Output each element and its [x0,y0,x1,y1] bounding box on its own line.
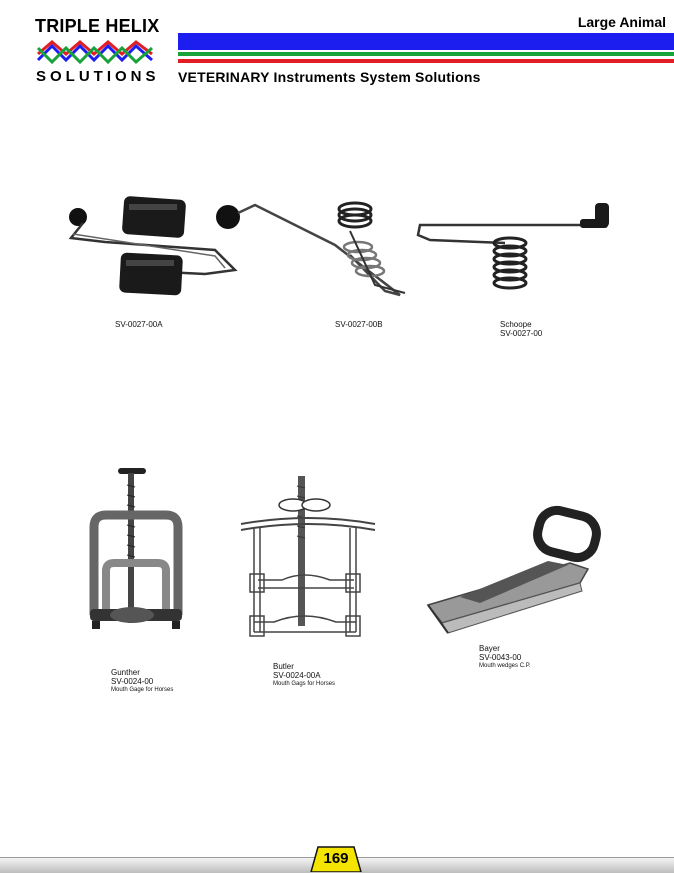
double-frame-gag-icon [238,472,380,642]
product-description: Mouth Gags for Horses [273,681,336,687]
product-code: SV-0043-00 [479,653,522,662]
product-name: Schoope [500,320,532,329]
product-description: Mouth wedges C.P. [479,663,531,669]
category-label: Large Animal [577,14,666,30]
page-subtitle: VETERINARY Instruments System Solutions [178,69,481,85]
product-name: Bayer [479,644,500,653]
header-stripe-green [178,52,674,56]
product-name: Butler [273,662,294,671]
wedge-gag-icon [420,505,610,645]
product-name: Gunther [111,668,140,677]
coil-wire-gag-icon [410,195,640,300]
product-code: SV-0027-00 [500,329,543,338]
product-description: Mouth Gage for Horses [111,687,174,693]
logo-title: TRIPLE HELIX [35,16,160,36]
product-code: SV-0027-00B [335,320,383,329]
page-number: 169 [323,850,349,867]
header-stripe-blue [178,33,674,50]
product-code: SV-0027-00A [115,320,163,329]
spring-wire-gag-icon [210,195,410,300]
header-stripe-red [178,59,674,63]
product-code: SV-0024-00A [273,671,321,680]
helix-logo-icon [36,38,154,68]
product-code: SV-0024-00 [111,677,154,686]
screw-frame-gag-icon [80,465,195,640]
logo-subtitle: SOLUTIONS [36,68,160,85]
